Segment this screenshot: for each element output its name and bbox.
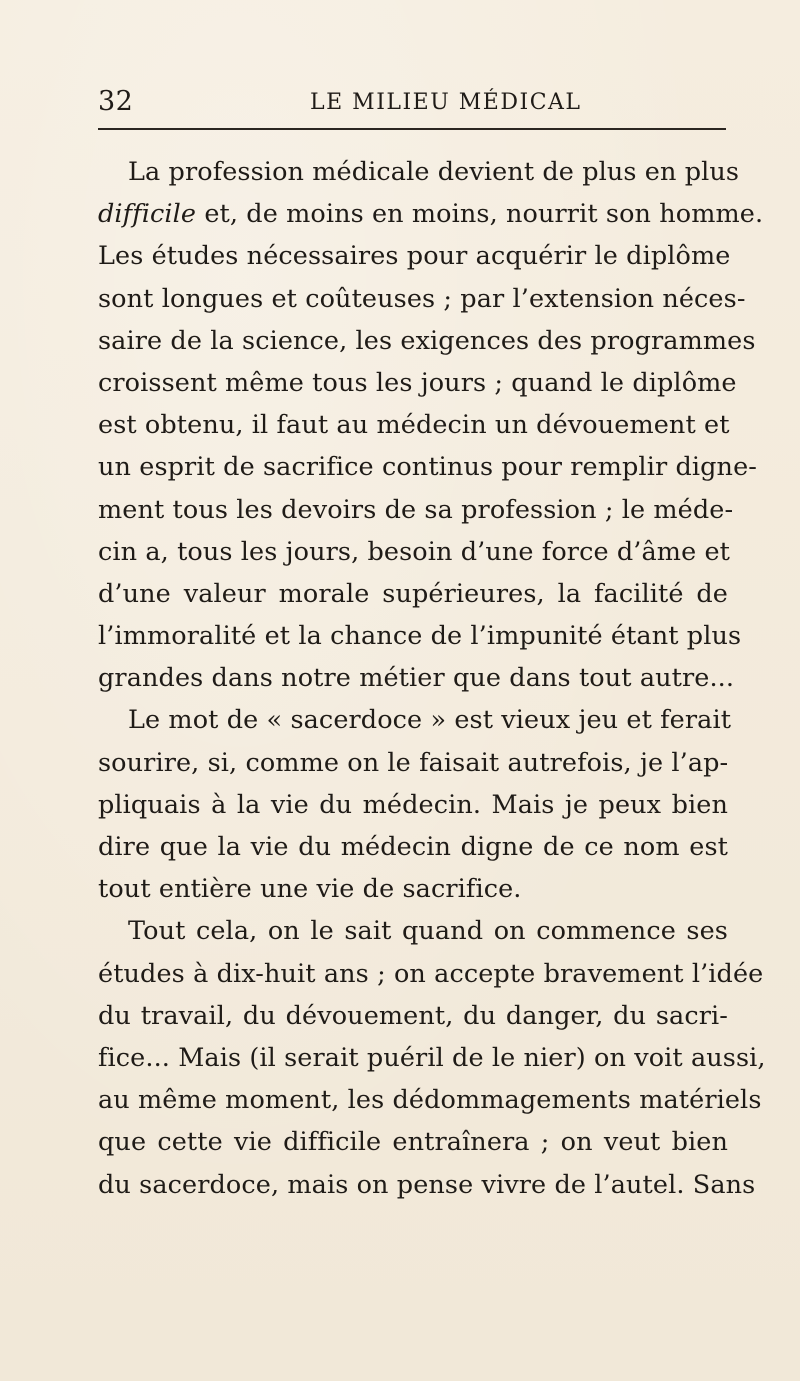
text-line: l’immoralité et la chance de l’impunité étant plus [98,621,742,652]
running-head: LE MILIEU MÉDICAL [310,90,582,115]
text-line: pliquais à la vie du médecin. Mais je peux bien [98,789,728,820]
text-line: études à dix-huit ans ; on accepte bravement l’idée [98,958,764,989]
page-number: 32 [98,86,134,117]
text-line: fice... Mais (il serait puéril de le nier) on voit aussi, [98,1042,766,1073]
text-line: du sacerdoce, mais on pense vivre de l’autel. Sans [98,1169,756,1200]
text-line: d’une valeur morale supérieures, la facilité de [98,578,728,609]
text-line: cin a, tous les jours, besoin d’une force d’âme et [98,536,731,567]
text-line: dire que la vie du médecin digne de ce nom est [98,832,728,862]
text-line: La profession médicale devient de plus en plus [128,157,740,187]
text-line: saire de la science, les exigences des programmes [98,325,756,356]
text-line: Le mot de « sacerdoce » est vieux jeu et ferait [128,705,732,736]
italic-word: difficile [98,199,197,230]
text-line: Tout cela, on le sait quand on commence ses [128,916,728,947]
text-line: sourire, si, comme on le faisait autrefois, je l’ap- [98,747,729,778]
text-line: croissent même tous les jours ; quand le diplôme [98,367,737,398]
text-line: difficile et, de moins en moins, nourrit son homme. [98,199,764,230]
text-line: Les études nécessaires pour acquérir le diplôme [98,241,731,272]
body-text [98,151,766,1206]
header-rule [98,128,726,130]
text-line: au même moment, les dédommagements matériels [98,1085,762,1116]
text-line: ment tous les devoirs de sa profession ; le méde- [98,494,734,525]
page-header [98,86,728,120]
text-line: un esprit de sacrifice continus pour remplir digne- [98,452,757,483]
text-line: sont longues et coûteuses ; par l’extension néces- [98,283,746,314]
text-line: du travail, du dévouement, du danger, du sacri- [98,1000,728,1031]
text-line: grandes dans notre métier que dans tout autre... [98,663,735,694]
text-line: que cette vie difficile entraînera ; on veut bien [98,1127,728,1158]
text-line: tout entière une vie de sacrifice. [98,874,522,905]
text-line: est obtenu, il faut au médecin un dévouement et [98,410,730,441]
